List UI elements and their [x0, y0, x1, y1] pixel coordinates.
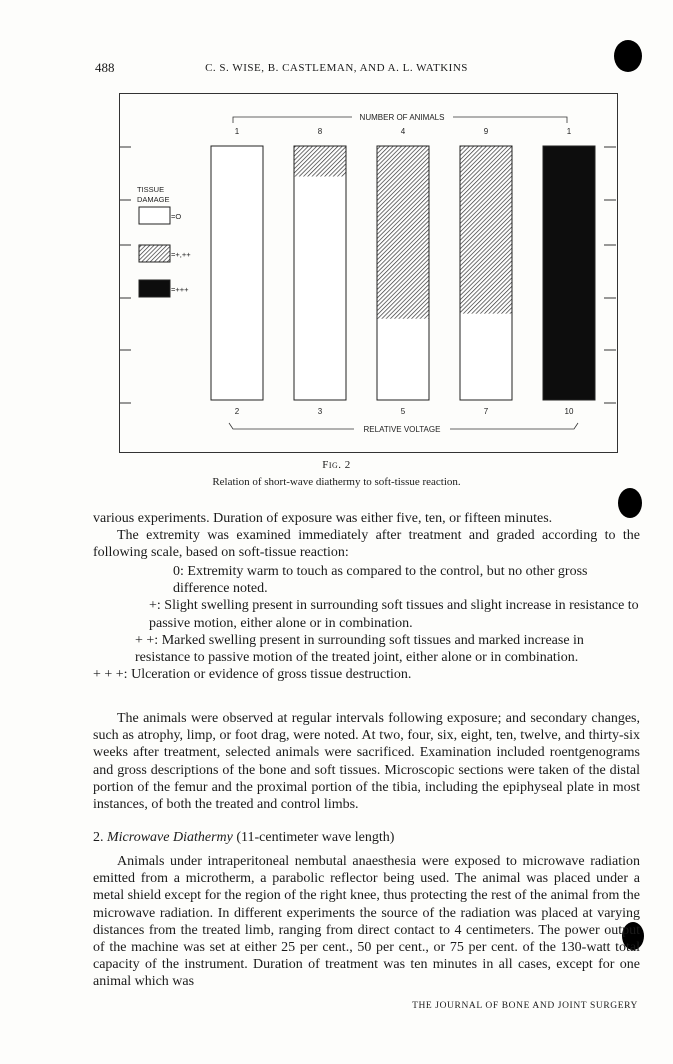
journal-footer: THE JOURNAL OF BONE AND JOINT SURGERY	[412, 1001, 638, 1011]
animal-count-label: 1	[566, 127, 572, 136]
paragraph-3: The animals were observed at regular intervals following exposure; and secondary changes, such as atrophy, limp, or foot drag, were noted. At two, four, six, eight, ten, twelve, and thirty-six weeks after treatment, selected animals were sacrificed. Examination included roentgenograms and gross descriptions of the bone and soft tissues. Microscopic sections were taken of the distal portion of the femur and the proximal portion of the tibia, including the epiphyseal plate in most instances, of both the treated and control limbs.	[93, 711, 640, 813]
legend-swatch-moderate	[139, 245, 170, 262]
body-text-bottom	[93, 853, 640, 991]
legend-title-line1: TISSUE	[137, 185, 165, 194]
animal-count-label: 9	[483, 127, 489, 136]
scale-description: Ulceration or evidence of gross tissue destruction.	[131, 667, 412, 683]
bar-segment	[460, 314, 512, 400]
bar-segment	[543, 146, 595, 400]
scale-description: Extremity warm to touch as compared to the control, but no other gross difference noted.	[173, 564, 588, 597]
legend-label-severe: =+++	[171, 285, 189, 294]
bar-segment	[377, 319, 429, 400]
scale-symbol: 0:	[173, 564, 184, 579]
legend-swatch-severe	[139, 280, 170, 297]
body-text-middle	[93, 710, 640, 813]
paragraph-2: The extremity was examined immediately after treatment and graded according to the following scale, based on soft-tissue reaction:	[93, 528, 640, 561]
page-number: 488	[95, 60, 115, 75]
voltage-tick-label: 2	[234, 407, 240, 416]
scale-symbol: + + +:	[93, 667, 128, 683]
paragraph-1: various experiments. Duration of exposure was either five, ten, or fifteen minutes.	[93, 511, 553, 526]
section-heading	[93, 830, 394, 846]
bar-segment	[460, 146, 512, 314]
animal-count-label: 8	[317, 127, 323, 136]
running-head: C. S. WISE, B. CASTLEMAN, AND A. L. WATKINS	[205, 62, 468, 74]
frame-ticks	[119, 147, 616, 403]
voltage-tick-label: 10	[564, 407, 574, 416]
legend-label-moderate: =+,++	[171, 250, 191, 259]
figure-number: Fig. 2	[322, 459, 351, 471]
legend-title-line2: DAMAGE	[137, 195, 170, 204]
section-subtitle: (11-centimeter wave length)	[236, 830, 395, 845]
legend-label-none: =O	[171, 212, 182, 221]
voltage-tick-label: 3	[317, 407, 323, 416]
voltage-tick-label: 5	[400, 407, 406, 416]
scale-symbol: + +:	[135, 632, 159, 648]
body-text-top	[93, 510, 640, 562]
paragraph-4: Animals under intraperitoneal nembutal anaesthesia were exposed to microwave radiation emitted from a microtherm, a parabolic reflector being used. The animal was placed under a metal shield except for the region of the right knee, thus protecting the rest of the animal from the microwave radiation. In different experiments the source of the radiation was placed at varying distances from the treated limb, ranging from direct contact to 4 centimeters. The power output of the machine was set at either 25 per cent., 50 per cent., or 75 per cent. of the 130-watt total capacity of the instrument. Duration of treatment was ten minutes in all cases, except for one animal which was	[93, 854, 640, 990]
scale-symbol: +:	[149, 598, 161, 614]
animal-count-label: 1	[234, 127, 240, 136]
section-title: Microwave Diathermy	[107, 830, 233, 845]
bar-segment	[294, 146, 346, 176]
bar-segment	[211, 146, 263, 400]
bar-segment	[377, 146, 429, 319]
number-of-animals-label: NUMBER OF ANIMALS	[359, 113, 445, 122]
scale-description: Slight swelling present in surrounding soft tissues and slight increase in resistance to passive motion, either alone or in combination.	[149, 598, 639, 631]
bar-segment	[294, 176, 346, 400]
animal-count-label: 4	[400, 127, 406, 136]
figure-caption: Relation of short-wave diathermy to soft-tissue reaction.	[212, 476, 461, 488]
voltage-tick-label: 7	[483, 407, 489, 416]
relative-voltage-label: RELATIVE VOLTAGE	[363, 425, 441, 434]
scale-description: Marked swelling present in surrounding soft tissues and marked increase in resistance to passive motion of the treated joint, either alone or in combination.	[135, 632, 584, 666]
figure-chart	[0, 0, 673, 460]
section-number: 2.	[93, 830, 104, 845]
legend-swatch-none	[139, 207, 170, 224]
grading-scale	[93, 563, 640, 683]
